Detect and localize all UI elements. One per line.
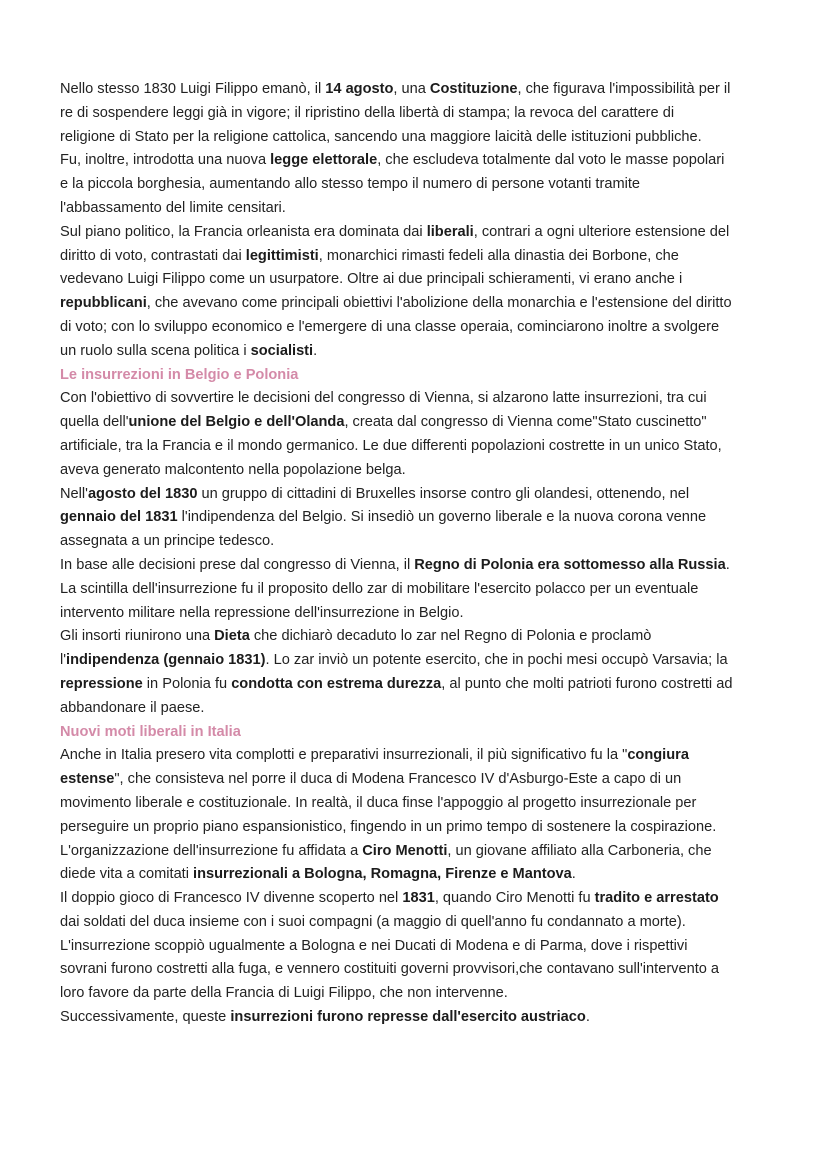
- paragraph: [60, 221, 768, 364]
- bold-term: Ciro Menotti: [362, 842, 448, 859]
- text-run: l': [60, 652, 67, 669]
- paragraph: [60, 149, 768, 220]
- text-line: [60, 935, 768, 959]
- text-line: [60, 982, 768, 1006]
- text-run: , una: [393, 81, 430, 97]
- text-run: Con l'obiettivo di sovvertire le decisioni del congresso di Vienna, si alzarono latte insurrezioni, tra cui: [60, 390, 707, 407]
- bold-term: 1831: [402, 890, 435, 907]
- bold-term: Dieta: [214, 628, 250, 645]
- text-run: sovrani furono costretti alla fuga, e vennero costituiti governi provvisori,che contavano sull'intervento a: [60, 961, 720, 978]
- bold-term: congiura: [627, 747, 689, 764]
- bold-term: socialisti: [250, 342, 314, 359]
- text-run: .: [585, 1009, 590, 1026]
- text-run: , creata dal congresso di Vienna come"Stato cuscinetto": [344, 414, 707, 431]
- paragraph: [60, 744, 768, 839]
- text-run: Fu, inoltre, introdotta una nuova: [60, 152, 271, 169]
- text-line: [60, 102, 768, 126]
- text-line: [60, 554, 768, 578]
- text-run: , che escludeva totalmente dal voto le masse popolari: [377, 152, 725, 169]
- text-run: .: [725, 556, 730, 573]
- bold-term: Costituzione: [429, 81, 518, 97]
- paragraph: [60, 840, 768, 888]
- text-run: movimento liberale e costituzionale. In realtà, il duca finse l'appoggio al progetto insurrezionale per: [60, 794, 697, 811]
- text-line: [60, 911, 768, 935]
- bold-term: condotta con estrema durezza: [231, 675, 442, 692]
- text-line: [60, 602, 768, 626]
- text-run: .: [313, 342, 318, 359]
- bold-term: indipendenza (gennaio 1831): [66, 652, 266, 669]
- text-line: [60, 768, 768, 792]
- text-run: un gruppo di cittadini di Bruxelles insorse contro gli olandesi, ottenendo, nel: [197, 485, 690, 502]
- bold-term: unione del Belgio e dell'Olanda: [128, 414, 345, 431]
- paragraph: [60, 1006, 768, 1030]
- text-line: [60, 411, 768, 435]
- text-run: intervento militare nella repressione dell'insurrezione in Belgio.: [60, 604, 464, 621]
- text-line: [60, 506, 768, 530]
- text-line: [60, 197, 768, 221]
- text-run: un ruolo sulla scena politica i: [60, 342, 251, 359]
- text-line: [60, 816, 768, 840]
- paragraph: [60, 887, 768, 935]
- text-line: [60, 316, 768, 340]
- text-line: [60, 292, 768, 316]
- text-run: , che figurava l'impossibilità per il: [517, 81, 731, 97]
- document-section: [60, 78, 768, 364]
- text-run: , monarchici rimasti fedeli alla dinastia dei Borbone, che: [318, 247, 679, 264]
- text-run: e la piccola borghesia, aumentando allo stesso tempo il numero di persone votanti tramite: [60, 176, 641, 193]
- text-line: [60, 673, 768, 697]
- text-run: l'abbassamento del limite censitari.: [60, 199, 286, 216]
- bold-term: 14 agosto: [325, 81, 394, 97]
- text-line: [60, 221, 768, 245]
- paragraph: [60, 483, 768, 554]
- text-line: [60, 149, 768, 173]
- text-run: Gli insorti riunirono una: [60, 628, 215, 645]
- text-run: artificiale, tra la Francia e il mondo germanico. Le due differenti popolazioni costrette in un unico Stato,: [60, 437, 722, 454]
- bold-term: repubblicani: [60, 295, 147, 312]
- bold-term: liberali: [426, 223, 474, 240]
- text-line: [60, 78, 768, 102]
- text-line: [60, 126, 768, 150]
- paragraph: [60, 554, 768, 625]
- section-heading: Nuovi moti liberali in Italia: [60, 723, 241, 740]
- paragraph: [60, 387, 768, 482]
- text-run: religione di Stato per la religione cattolica, sancendo una maggiore laicità delle istituzioni pubbliche.: [60, 128, 702, 145]
- text-run: , un giovane affiliato alla Carboneria, che: [447, 842, 712, 859]
- text-line: [60, 340, 768, 364]
- text-run: perseguire un proprio piano espansionistico, fingendo in un primo tempo di sostenere la cospirazione.: [60, 818, 717, 835]
- text-run: Nell': [60, 485, 88, 502]
- text-line: [60, 958, 768, 982]
- text-run: dai soldati del duca insieme con i suoi compagni (a maggio di quell'anno fu condannato a morte).: [60, 913, 686, 930]
- text-line: [60, 840, 768, 864]
- document-section: [60, 364, 768, 721]
- text-run: Il doppio gioco di Francesco IV divenne scoperto nel: [60, 890, 403, 907]
- text-line: [60, 697, 768, 721]
- text-run: Anche in Italia presero vita complotti e preparativi insurrezionali, il più significativo fu la ": [60, 747, 628, 764]
- text-run: che dichiarò decaduto lo zar nel Regno di Polonia e proclamò: [249, 628, 652, 645]
- document-section: [60, 721, 768, 1030]
- text-line: [60, 459, 768, 483]
- text-run: L'organizzazione dell'insurrezione fu affidata a: [60, 842, 363, 859]
- text-line: [60, 483, 768, 507]
- text-line: [60, 530, 768, 554]
- text-run: aveva generato malcontento nella popolazione belga.: [60, 461, 406, 478]
- text-run: diritto di voto, contrastati dai: [60, 247, 246, 264]
- text-run: , quando Ciro Menotti fu: [434, 890, 595, 907]
- text-line: [60, 435, 768, 459]
- bold-term: agosto del 1830: [87, 485, 198, 502]
- bold-term: legge elettorale: [270, 152, 378, 169]
- text-run: In base alle decisioni prese dal congresso di Vienna, il: [60, 556, 415, 573]
- text-run: La scintilla dell'insurrezione fu il proposito dello zar di mobilitare l'esercito polacco per un eventuale: [60, 580, 699, 597]
- text-run: loro favore da parte della Francia di Luigi Filippo, che non intervenne.: [60, 985, 508, 1002]
- text-run: l'indipendenza del Belgio. Si insediò un governo liberale e la nuova corona venne: [177, 509, 707, 526]
- section-heading: Le insurrezioni in Belgio e Polonia: [60, 366, 299, 383]
- text-run: Nello stesso 1830 Luigi Filippo emanò, il: [60, 81, 326, 97]
- text-line: [60, 792, 768, 816]
- text-run: ", che consisteva nel porre il duca di Modena Francesco IV d'Asburgo-Este a capo di un: [114, 771, 682, 788]
- text-line: [60, 625, 768, 649]
- text-run: vedevano Luigi Filippo come un usurpatore. Oltre ai due principali schieramenti, vi erano anche i: [60, 271, 683, 288]
- text-run: Sul piano politico, la Francia orleanista era dominata dai: [60, 223, 427, 240]
- text-run: abbandonare il paese.: [60, 699, 205, 716]
- text-run: , che avevano come principali obiettivi l'abolizione della monarchia e l'estensione del diritto: [146, 295, 732, 312]
- text-line: [60, 578, 768, 602]
- bold-term: Regno di Polonia era sottomesso alla Russia: [414, 556, 726, 573]
- text-run: L'insurrezione scoppiò ugualmente a Bologna e nei Ducati di Modena e di Parma, dove i rispettivi: [60, 937, 688, 954]
- text-line: [60, 268, 768, 292]
- bold-term: estense: [60, 771, 115, 788]
- text-run: Successivamente, queste: [60, 1009, 231, 1026]
- text-line: [60, 173, 768, 197]
- text-line: [60, 887, 768, 911]
- bold-term: gennaio del 1831: [60, 509, 178, 526]
- text-line: [60, 1006, 768, 1030]
- paragraph: [60, 935, 768, 1006]
- text-run: . Lo zar inviò un potente esercito, che in pochi mesi occupò Varsavia; la: [265, 652, 728, 669]
- text-run: quella dell': [60, 414, 129, 431]
- text-run: , contrari a ogni ulteriore estensione del: [473, 223, 730, 240]
- text-run: .: [571, 866, 576, 883]
- text-run: assegnata a un principe tedesco.: [60, 533, 275, 550]
- bold-term: repressione: [60, 675, 143, 692]
- text-line: [60, 649, 768, 673]
- text-line: [60, 245, 768, 269]
- text-run: in Polonia fu: [142, 675, 232, 692]
- text-run: diede vita a comitati: [60, 866, 194, 883]
- text-line: [60, 387, 768, 411]
- bold-term: tradito e arrestato: [594, 890, 719, 907]
- text-line: [60, 744, 768, 768]
- bold-term: insurrezioni furono represse dall'esercito austriaco: [230, 1009, 586, 1026]
- text-run: di voto; con lo sviluppo economico e l'emergere di una classe operaia, cominciarono inoltre a svolgere: [60, 318, 720, 335]
- paragraph: [60, 625, 768, 720]
- bold-term: legittimisti: [245, 247, 319, 264]
- paragraph: [60, 78, 768, 149]
- text-run: , al punto che molti patrioti furono costretti ad: [441, 675, 733, 692]
- text-line: [60, 863, 768, 887]
- text-run: re di sospendere leggi già in vigore; il ripristino della libertà di stampa; la revoca del carattere di: [60, 104, 675, 121]
- bold-term: insurrezionali a Bologna, Romagna, Firenze e Mantova: [193, 866, 572, 883]
